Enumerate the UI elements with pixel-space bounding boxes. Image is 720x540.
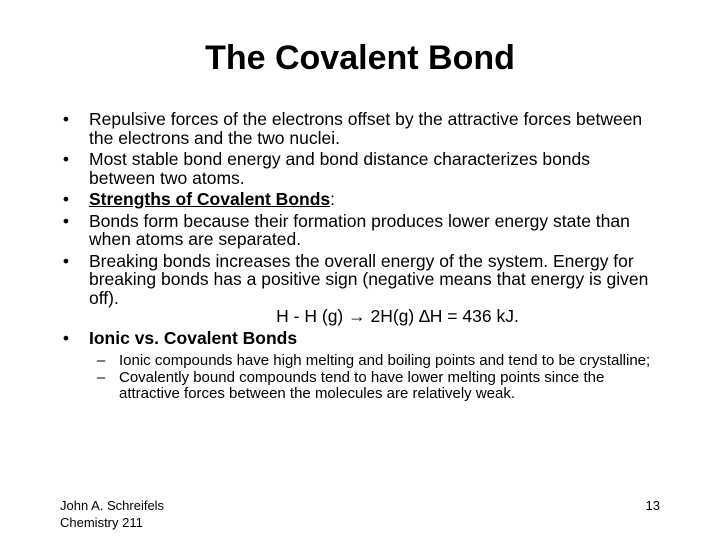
- sub-bullet-list: [89, 353, 656, 402]
- equation: H - H (g) → 2H(g) ∆H = 436 kJ.: [276, 306, 519, 326]
- sub-bullet-text: Ionic compounds have high melting and boiling points and tend to be crystalline;: [119, 352, 651, 369]
- sub-bullet-text: Covalently bound compounds tend to have lower melting points since the attractive forces between the molecules are relatively weak.: [119, 369, 605, 402]
- footer-author: [60, 497, 164, 531]
- bullet-item: [56, 150, 656, 187]
- author-name: John A. Schreifels: [60, 498, 165, 513]
- sub-bullet-item: [89, 370, 656, 402]
- bullet-text: Most stable bond energy and bond distance characterizes bonds between two atoms.: [89, 149, 591, 188]
- bullet-text: Bonds form because their formation produces lower energy state than when atoms are separated.: [89, 210, 630, 249]
- bullet-icon: •: [62, 250, 70, 271]
- bullet-item: [56, 212, 656, 249]
- bullet-text: Repulsive forces of the electrons offset by the attractive forces between the electrons and the two nuclei.: [89, 109, 643, 148]
- bullet-list: [56, 110, 656, 405]
- slide-title: The Covalent Bond: [205, 39, 515, 77]
- bullet-icon: •: [62, 210, 70, 231]
- dash-icon: –: [96, 369, 106, 386]
- sub-bullet-item: [89, 353, 656, 369]
- bullet-item: [56, 329, 656, 403]
- bullet-text: Breaking bonds increases the overall energy of the system. Energy for breaking bonds has a positive sign (negative means that energy is given off).: [89, 250, 649, 308]
- strengths-heading: Strengths of Covalent Bonds: [89, 189, 331, 209]
- ionic-heading: Ionic vs. Covalent Bonds: [89, 327, 298, 348]
- bullet-item: [56, 190, 656, 209]
- bullet-item: [56, 252, 656, 326]
- bullet-icon: •: [62, 327, 70, 348]
- strengths-colon: :: [330, 189, 335, 209]
- bullet-icon: •: [62, 149, 70, 169]
- bullet-icon: •: [62, 109, 70, 129]
- dash-icon: –: [96, 352, 106, 369]
- course-name: Chemistry 211: [60, 515, 143, 530]
- bullet-item: [56, 110, 656, 147]
- page-number: 13: [645, 498, 660, 513]
- bullet-icon: •: [62, 189, 70, 209]
